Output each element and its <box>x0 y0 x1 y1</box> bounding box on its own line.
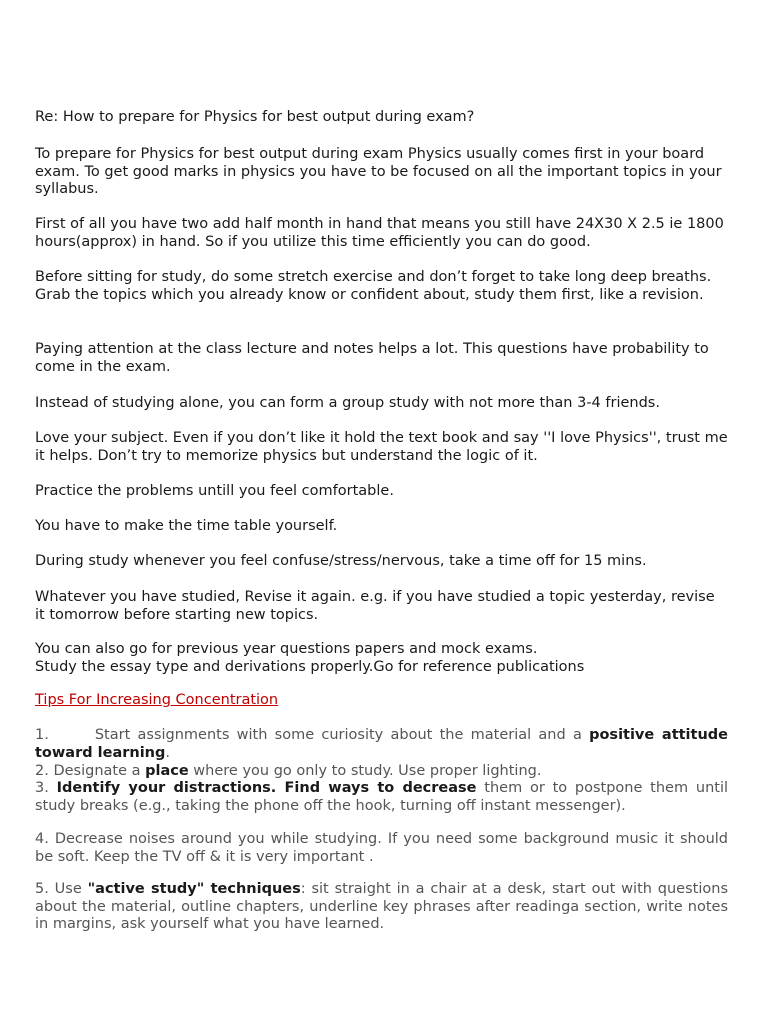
tip-3 <box>35 780 728 815</box>
previous-papers-line: You can also go for previous year questions papers and mock exams. <box>35 641 538 657</box>
tips-heading-link[interactable]: Tips For Increasing Concentration <box>35 692 279 708</box>
tip-2-bold: place <box>145 763 189 779</box>
tip-1-number: 1. <box>35 727 49 743</box>
paragraph-time-table: You have to make the time table yourself. <box>35 518 338 534</box>
reference-publications-line: Study the essay type and derivations properly.Go for reference publications <box>35 658 585 675</box>
document-title: Re: How to prepare for Physics for best output during exam? <box>35 109 475 125</box>
tip-3-bold: Identify your distractions. Find ways to decrease <box>56 780 477 796</box>
tip-5-bold: "active study" techniques <box>87 881 301 897</box>
tip-1 <box>35 727 728 762</box>
paragraph-previous-papers <box>35 641 728 676</box>
paragraph-practice: Practice the problems untill you feel comfortable. <box>35 483 394 499</box>
tip-1-text: Start assignments with some curiosity about the material and a <box>94 727 590 743</box>
paragraph-time-off: During study whenever you feel confuse/stress/nervous, take a time off for 15 mins. <box>35 553 647 569</box>
tip-5-number: 5. Use <box>35 881 88 897</box>
tip-5 <box>35 881 728 934</box>
paragraph-group-study: Instead of studying alone, you can form a group study with not more than 3-4 friends. <box>35 395 660 411</box>
paragraph-love-subject: Love your subject. Even if you don’t like it hold the text book and say ''I love Physics'', trust me it helps. Don’t try to memorize physics but understand the logic of it. <box>35 430 728 464</box>
tip-4: 4. Decrease noises around you while studying. If you need some background music it should be soft. Keep the TV off & it is very important . <box>35 831 728 865</box>
tip-3-number: 3. <box>35 780 57 796</box>
tip-3-text: them or to postpone them until study breaks (e.g., taking the phone off the hook, turning off instant messenger). <box>35 780 729 814</box>
tip-1-bold: positive attitude toward learning <box>35 727 728 761</box>
tip-2-end: where you go only to study. Use proper lighting. <box>188 763 542 779</box>
paragraph-attention: Paying attention at the class lecture and notes helps a lot. This questions have probability to come in the exam. <box>35 341 709 375</box>
tip-2 <box>35 763 728 781</box>
paragraph-intro: To prepare for Physics for best output during exam Physics usually comes first in your board exam. To get good marks in physics you have to be focused on all the important topics in your syllabus. <box>35 146 722 197</box>
tip-5-text: : sit straight in a chair at a desk, start out with questions about the material, outline chapters, underline key phrases after readinga section, write notes in margins, ask yourself what you have learned. <box>35 881 728 932</box>
paragraph-time: First of all you have two add half month in hand that means you still have 24X30 X 2.5 ie 1800 hours(approx) in hand. So if you utilize this time efficiently you can do good. <box>35 216 724 250</box>
paragraph-revise: Whatever you have studied, Revise it again. e.g. if you have studied a topic yesterday, revise it tomorrow before starting new topics. <box>35 589 715 623</box>
tip-2-text: 2. Designate a <box>35 763 146 779</box>
paragraph-exercise: Before sitting for study, do some stretch exercise and don’t forget to take long deep breaths. Grab the topics which you already know or confident about, study them first, like a revision. <box>35 269 712 303</box>
tip-1-end: . <box>165 744 170 761</box>
